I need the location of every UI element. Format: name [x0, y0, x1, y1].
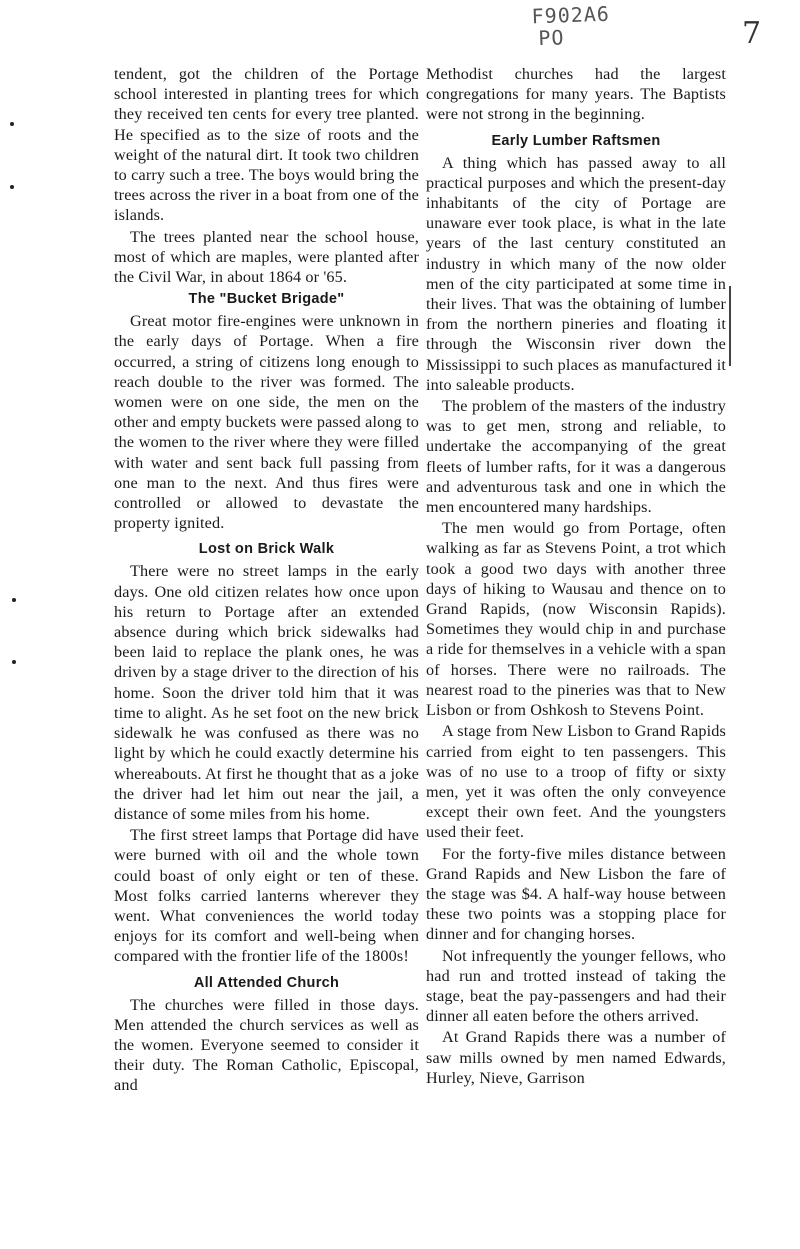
heading-early-lumber-raftsmen: Early Lumber Raftsmen — [491, 132, 661, 149]
paragraph-masters-problem: The problem of the masters of the industry was to get men, strong and reliable, to undertake the accompanying of the great fleets of lumber rafts, for it was a dangerous and adventurous task and one in which the men encountered many hardships. — [426, 397, 726, 517]
paragraph-fire-engines: Great motor fire-engines were unknown in the early days of Portage. When a fire occurred, a string of citizens long enough to reach double to the river was formed. The women were on one side, the men on the other and empty buckets were passed along to the women to the river where they were filled with water and sent back full passing from one man to the next. And thus fires were controlled or allowed to devastate the property ignited. — [114, 312, 419, 533]
paragraph-stage-fare: For the forty-five miles distance between Grand Rapids and New Lisbon the fare of the stage was $4. A half-way house between these two points was a stopping place for dinner and for changing horses. — [426, 844, 726, 944]
paragraph-methodist: Methodist churches had the largest congregations for many years. The Baptists were not strong in the beginning. — [426, 65, 726, 124]
paragraph-saw-mills: At Grand Rapids there was a number of saw mills owned by men named Edwards, Hurley, Nieve, Garrison — [426, 1028, 726, 1087]
heading-all-attended-church: All Attended Church — [193, 974, 340, 991]
margin-mark — [10, 185, 14, 189]
margin-mark — [10, 122, 14, 126]
annotation-line-1: F902A6 — [531, 1, 611, 29]
paragraph-churches: The churches were filled in those days. Men attended the church services as well as the women. Everyone seemed to consider it their duty. The Roman Catholic, Episcopal, and — [114, 995, 419, 1095]
handwritten-catalog-annotation — [531, 3, 611, 50]
paragraph-younger-fellows: Not infrequently the younger fellows, who had run and trotted instead of taking the stage, beat the pay-passengers and had their dinner all eaten before the others arrived. — [426, 946, 726, 1026]
paragraph-first-lamps: The first street lamps that Portage did have were burned with oil and the whole town could boast of only eight or ten of these. Most folks carried lanterns wherever they went. What conveniences the world today enjoys for its comfort and well-being when compared with the frontier life of the 1800s! — [114, 826, 419, 966]
margin-mark — [12, 660, 16, 664]
heading-lost-on-brick-walk: Lost on Brick Walk — [198, 541, 335, 558]
page-number: 7 — [742, 16, 762, 51]
paragraph-lumber-industry: A thing which has passed away to all practical purposes and which the present-day inhabitants of the city of Portage are unaware ever took place, is what in the late years of the last century constituted an industry in which many of the now older men of the city participated at some time in their lives. That was the obtaining of lumber from the northern pineries and floating it through the Wisconsin river down the Mississippi to such places as manufactured it into saleable products. — [426, 153, 726, 394]
right-column — [426, 64, 726, 1088]
annotation-line-2: PO — [537, 25, 565, 51]
left-column — [114, 64, 419, 1096]
paragraph-stage-coach: A stage from New Lisbon to Grand Rapids carried from eight to ten passengers. This was of no use to a troop of fifty or sixty men, yet it was often the only conveyence except their own feet. And the youngsters used their feet. — [426, 722, 726, 842]
heading-bucket-brigade: The "Bucket Brigade" — [188, 291, 345, 308]
paragraph-street-lamps: There were no street lamps in the early days. One old citizen relates how once upon his return to Portage after an extended absence during which brick sidewalks had been laid to replace the plank ones, he was driven by a stage driver to the direction of his home. Soon the driver told him that it was time to alight. As he set foot on the new brick sidewalk he was confused as there was no light by which he could exactly determine his whereabouts. At first he thought that as a joke the driver had let him out near the jail, a distance of some miles from his home. — [114, 562, 419, 823]
paragraph-tree-planting: tendent, got the children of the Portage school interested in planting trees for which they received ten cents for every tree planted. He specified as to the size of roots and the weight of the natural dirt. It took two children to carry such a tree. The boys would bring the trees across the river in a boat from one of the islands. — [114, 65, 419, 225]
paragraph-walking-route: The men would go from Portage, often walking as far as Stevens Point, a trot which took a good two days with another three days of hiking to Wausau and thence on to Grand Rapids, (now Wisconsin Rapids). Sometimes they would chip in and purchase a ride for themselves in a vehicle with a span of horses. There were no railroads. The nearest road to the pineries was that to New Lisbon or from Oshkosh to Stevens Point. — [426, 519, 726, 720]
paragraph-maples: The trees planted near the school house, most of which are maples, were planted after the Civil War, in about 1864 or '65. — [114, 227, 419, 287]
margin-mark — [12, 598, 16, 602]
margin-rule — [729, 286, 731, 366]
